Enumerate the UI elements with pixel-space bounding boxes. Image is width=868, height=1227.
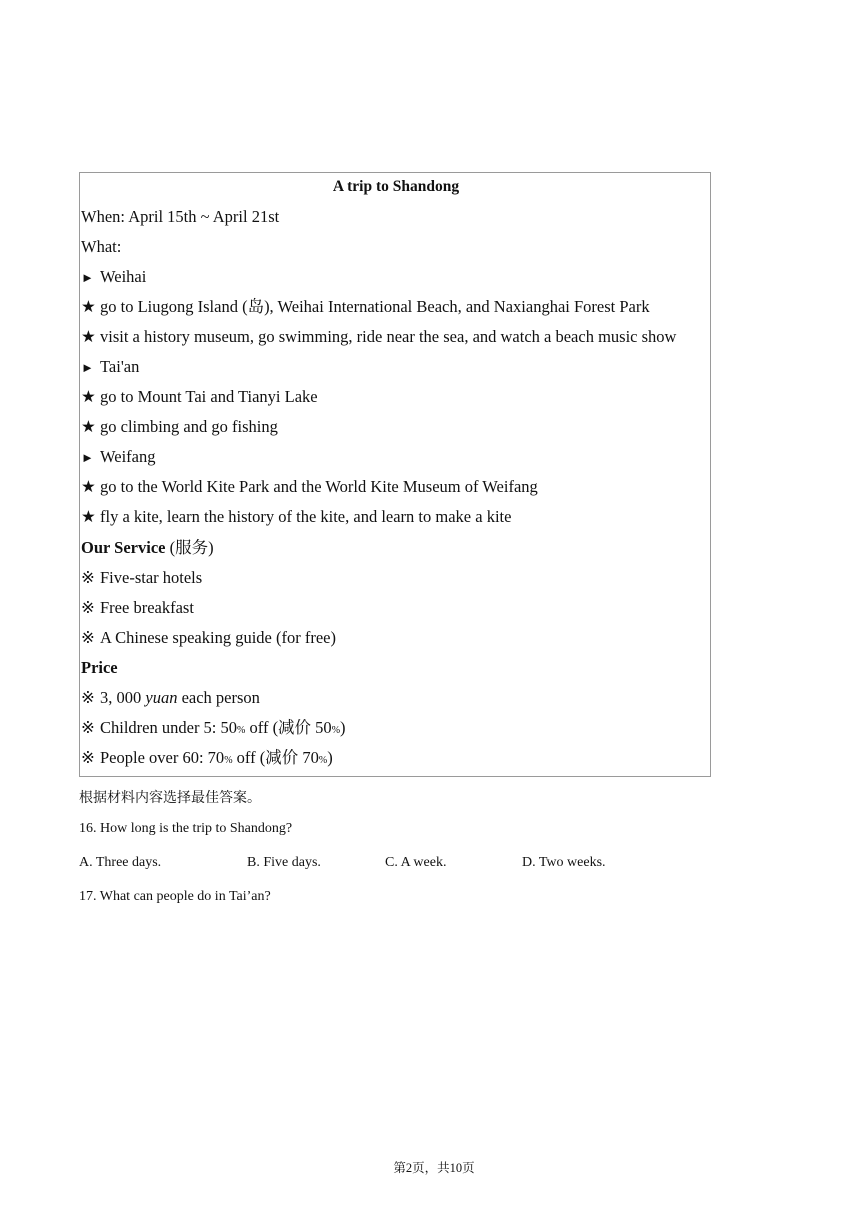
price-heading: Price: [81, 658, 118, 677]
weihai-heading: ► Weihai: [81, 267, 147, 286]
reference-mark-icon: ※: [81, 748, 95, 767]
notice-box: [79, 172, 711, 777]
option-c: C. A week.: [385, 855, 447, 870]
notice-title: A trip to Shandong: [332, 178, 460, 195]
service-item: ※ A Chinese speaking guide (for free): [81, 628, 336, 647]
service-item: ※ Five-star hotels: [81, 568, 203, 587]
star-icon: ★: [81, 417, 96, 436]
triangle-icon: ►: [81, 360, 94, 375]
star-icon: ★: [81, 327, 96, 346]
reference-mark-icon: ※: [81, 688, 95, 707]
weihai-item: ★ go to Liugong Island (岛), Weihai International Beach, and Naxianghai Forest Park: [81, 297, 650, 316]
reference-mark-icon: ※: [81, 598, 95, 617]
triangle-icon: ►: [81, 450, 94, 465]
taian-item: ★ go climbing and go fishing: [81, 417, 278, 436]
star-icon: ★: [81, 507, 96, 526]
service-heading: Our Service (服务): [81, 538, 214, 557]
option-a: A. Three days.: [79, 855, 162, 870]
option-b: B. Five days.: [247, 855, 321, 870]
service-item: ※ Free breakfast: [81, 598, 194, 617]
reference-mark-icon: ※: [81, 718, 95, 737]
price-item: ※ People over 60: 70% off (减价 70%): [81, 748, 333, 767]
price-item: ※ 3, 000 yuan each person: [81, 688, 260, 707]
weifang-item: ★ fly a kite, learn the history of the kite, and learn to make a kite: [81, 507, 512, 526]
taian-heading: ► Tai'an: [81, 357, 140, 376]
question-17: 17. What can people do in Tai’an?: [79, 889, 271, 904]
reference-mark-icon: ※: [81, 568, 95, 587]
weihai-item: ★ visit a history museum, go swimming, ride near the sea, and watch a beach music show: [81, 327, 677, 346]
instruction-text: 根据材料内容选择最佳答案。: [79, 791, 261, 806]
taian-item: ★ go to Mount Tai and Tianyi Lake: [81, 387, 318, 406]
weifang-item: ★ go to the World Kite Park and the World Kite Museum of Weifang: [81, 477, 538, 496]
price-item: ※ Children under 5: 50% off (减价 50%): [81, 718, 346, 737]
option-d: D. Two weeks.: [522, 855, 606, 870]
page-footer: 第2页，共10页: [393, 1161, 475, 1175]
reference-mark-icon: ※: [81, 628, 95, 647]
star-icon: ★: [81, 387, 96, 406]
notice-what-label: What:: [81, 237, 122, 256]
star-icon: ★: [81, 477, 96, 496]
notice-when: When: April 15th ~ April 21st: [81, 207, 280, 226]
question-16: 16. How long is the trip to Shandong?: [79, 821, 293, 836]
star-icon: ★: [81, 297, 96, 316]
triangle-icon: ►: [81, 270, 94, 285]
weifang-heading: ► Weifang: [81, 447, 156, 466]
